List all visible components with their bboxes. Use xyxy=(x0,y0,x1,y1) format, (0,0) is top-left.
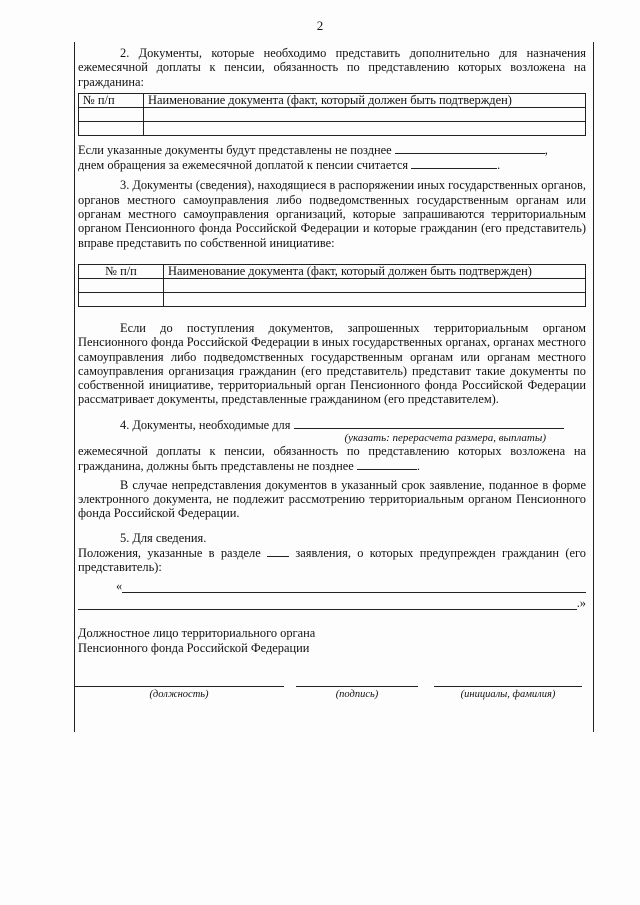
table-row[interactable] xyxy=(79,107,586,121)
section-5-suffix: заявления, о которых предупрежден гражданин (его представитель): xyxy=(78,545,586,575)
section-5-title: 5. Для сведения. xyxy=(120,530,207,545)
provisions-line-1 xyxy=(78,578,586,593)
name-caption: (инициалы, фамилия) xyxy=(460,689,556,700)
official-line-2: Пенсионного фонда Российской Федерации xyxy=(78,640,310,655)
provisions-line-2 xyxy=(78,595,586,610)
table-header-document: Наименование документа (факт, который должен быть подтвержден) xyxy=(144,93,586,107)
section-3-table xyxy=(78,264,586,307)
purpose-hint: (указать: перерасчета размера, выплаты) xyxy=(344,432,546,445)
table-row[interactable] xyxy=(79,292,586,306)
table-header-row xyxy=(79,93,586,107)
table-row[interactable] xyxy=(79,121,586,135)
day-date-field[interactable] xyxy=(411,157,497,169)
deadline-date-field[interactable] xyxy=(395,142,545,154)
official-line-1: Должностное лицо территориального органа xyxy=(78,626,316,641)
table-row[interactable] xyxy=(79,278,586,292)
section-4-text-line: ежемесячной доплаты к пенсии, обязанность по представлению которых возложена на гражданина, должны быть представлены не позднее . xyxy=(78,444,586,474)
signature-row xyxy=(74,680,584,720)
section-4-heading-line xyxy=(78,417,586,432)
purpose-field[interactable] xyxy=(294,417,564,429)
section-3-text: 3. Документы (сведения), находящиеся в распоряжении иных государственных органов, органов местного самоуправления либо подведомственных государственным органам или органам местного самоуправления организаций, которые запрашиваются территориальным органом Пенсионного фонда Российской Федерации и которые гражданин (его представитель) вправе представить по собственной инициативе: xyxy=(78,178,586,250)
section-2-text: 2. Документы, которые необходимо представить дополнительно для назначения ежемесячной доплаты к пенсии, обязанность по представлению которых возложена на гражданина: xyxy=(78,46,586,89)
open-quote: « xyxy=(116,579,123,594)
table-header-document: Наименование документа (факт, который должен быть подтвержден) xyxy=(164,264,586,278)
signature-field[interactable] xyxy=(296,686,418,687)
table-header-row xyxy=(79,264,586,278)
section-4-text: ежемесячной доплаты к пенсии, обязанность по представлению которых возложена на гражданина, должны быть представлены не позднее xyxy=(78,444,586,474)
deadline-prefix: Если указанные документы будут представлены не позднее xyxy=(78,142,392,157)
section-5-text-line xyxy=(78,545,586,575)
day-text: днем обращения за ежемесячной доплатой к пенсии считается xyxy=(78,158,409,173)
close-quote: .» xyxy=(576,596,586,611)
provisions-field-1[interactable] xyxy=(122,578,586,593)
document-body xyxy=(78,46,586,655)
position-field[interactable] xyxy=(74,686,284,687)
provisions-field-2[interactable] xyxy=(78,595,577,610)
section-4-date-field[interactable] xyxy=(357,458,417,470)
signature-caption: (подпись) xyxy=(335,689,379,700)
section-2-table xyxy=(78,93,586,136)
section-4-prefix: 4. Документы, необходимые для xyxy=(120,417,291,432)
section-3-paragraph: Если до поступления документов, запрошенных территориальным органом Пенсионного фонда Российской Федерации в иных государственных органах, органах местного самоуправления либо подведомственных государственным органам или органам местного самоуправления организация гражданин (его представитель) представит такие документы по собственной инициативе, территориальный орган Пенсионного фонда Российской Федерации рассматривает документы, представленные гражданином (его представителем). xyxy=(78,320,586,407)
section-number-field[interactable] xyxy=(267,545,289,557)
deadline-line: Если указанные документы будут представлены не позднее , xyxy=(78,142,548,157)
table-header-number: № п/п xyxy=(79,264,164,278)
section-4-paragraph: В случае непредставления документов в указанный срок заявление, поданное в форме электронного документа, не подлежит рассмотрению территориальным органом Пенсионного фонда Российской Федерации. xyxy=(78,477,586,521)
page-number: 2 xyxy=(316,18,324,33)
table-header-number: № п/п xyxy=(79,93,144,107)
name-field[interactable] xyxy=(434,686,582,687)
position-caption: (должность) xyxy=(149,689,209,700)
section-5-prefix: Положения, указанные в разделе xyxy=(78,545,261,560)
day-line: днем обращения за ежемесячной доплатой к пенсии считается . xyxy=(78,158,501,173)
